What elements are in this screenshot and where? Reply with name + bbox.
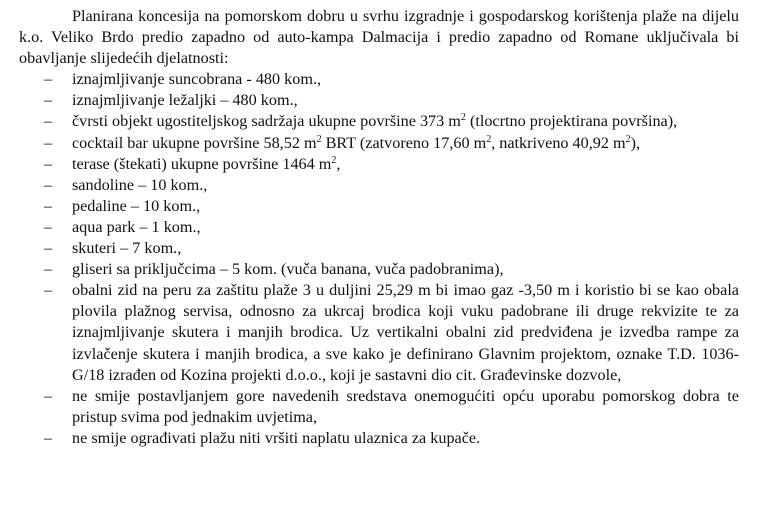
dash-bullet: – bbox=[44, 260, 53, 279]
dash-bullet: – bbox=[44, 133, 53, 152]
list-item: – iznajmljivanje suncobrana - 480 kom., bbox=[19, 69, 739, 90]
list-item: – terase (štekati) ukupne površine 1464 $m^2$, bbox=[19, 154, 739, 175]
document-page bbox=[19, 6, 739, 449]
dash-bullet: – bbox=[44, 154, 53, 173]
dash-bullet: – bbox=[44, 281, 53, 300]
list-item: – ne smije ograđivati plažu niti vršiti naplatu ulaznica za kupače. bbox=[19, 428, 739, 449]
list-item: – cocktail bar ukupne površine 58,52 $m^2$ BRT (zatvoreno 17,60 $m^2$, natkriveno 40,92 $m^2$), bbox=[19, 133, 739, 154]
list-item: – čvrsti objekt ugostiteljskog sadržaja ukupne površine 373 $m^2$ (tlocrtno projektirana površina), bbox=[19, 111, 739, 132]
dash-bullet: – bbox=[44, 239, 53, 258]
dash-bullet: – bbox=[44, 112, 53, 131]
dash-bullet: – bbox=[44, 386, 53, 405]
list-item: – obalni zid na peru za zaštitu plaže 3 u duljini 25,29 m bi imao gaz -3,50 m i koristio bi se kao obala plovila plažnog servisa, odnosno za ukrcaj brodica koji vuku padobrane ili druge rekvizite te za iznajmljivanje skutera i manjih brodica. Uz vertikalni obalni zid predviđena je izvedba rampe za izvlačenje skutera i manjih brodica, a sve kako je definirano Glavnim projektom, oznake T.D. 1036-G/18 izrađen od Kozina projekti d.o.o., koji je sastavni dio cit. Građevinske dozvole, bbox=[44, 281, 739, 384]
dash-bullet: – bbox=[44, 70, 53, 89]
list-item: – skuteri – 7 kom., bbox=[19, 238, 739, 259]
list-item: – iznajmljivanje ležaljki – 480 kom., bbox=[19, 90, 739, 111]
dash-bullet: – bbox=[44, 217, 53, 236]
dash-bullet: – bbox=[44, 91, 53, 110]
dash-bullet: – bbox=[44, 175, 53, 194]
list-item: – sandoline – 10 kom., bbox=[19, 175, 739, 196]
list-item: – pedaline – 10 kom., bbox=[19, 196, 739, 217]
intro-paragraph: Planirana koncesija na pomorskom dobru u svrhu izgradnje i gospodarskog korištenja plaže na dijelu k.o. Veliko Brdo predio zapadno od auto-kampa Dalmacija i predio zapadno od Romane uključivala bi obavljanje slijedećih djelatnosti: bbox=[19, 7, 739, 68]
activity-list bbox=[19, 69, 739, 449]
list-item: – aqua park – 1 kom., bbox=[19, 217, 739, 238]
dash-bullet: – bbox=[44, 196, 53, 215]
list-item: – gliseri sa priključcima – 5 kom. (vuča banana, vuča padobranima), bbox=[19, 259, 739, 280]
list-item: – ne smije postavljanjem gore navedenih sredstava onemogućiti opću uporabu pomorskog dobra te pristup svima pod jednakim uvjetima, bbox=[44, 386, 739, 426]
dash-bullet: – bbox=[44, 428, 53, 447]
